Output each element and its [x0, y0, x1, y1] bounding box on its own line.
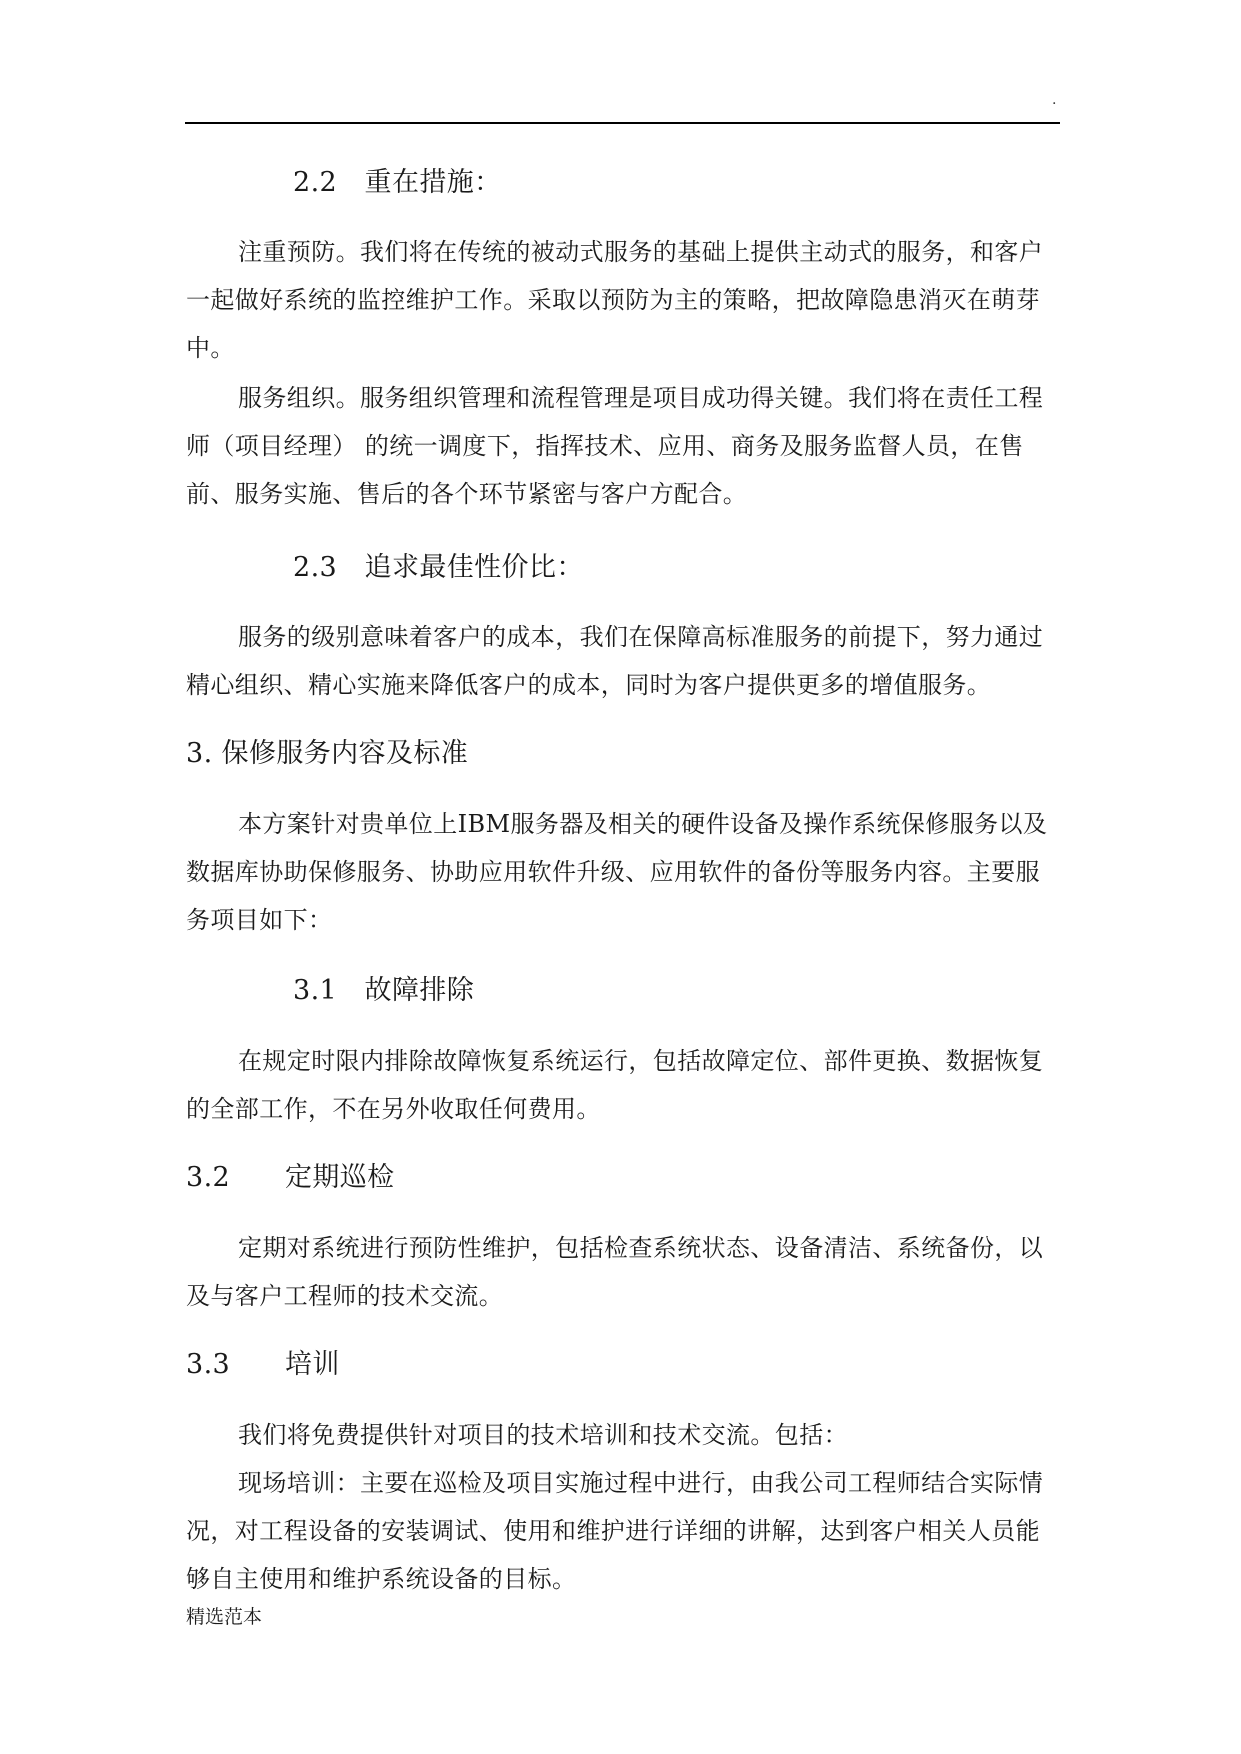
paragraph-line: 务项目如下： — [186, 906, 333, 934]
section-heading-3: 3. 保修服务内容及标准 — [186, 738, 469, 769]
paragraph-line: 服务的级别意味着客户的成本，我们在保障高标准服务的前提下，努力通过 — [238, 623, 1044, 651]
section-heading-3-1: 3.1 故障排除 — [293, 975, 475, 1006]
paragraph-line: 况，对工程设备的安装调试、使用和维护进行详细的讲解，达到客户相关人员能 — [186, 1517, 1040, 1545]
section-heading-3-2: 3.2 定期巡检 — [186, 1162, 395, 1193]
paragraph-line: 一起做好系统的监控维护工作。采取以预防为主的策略，把故障隐患消灭在萌芽 — [186, 286, 1040, 314]
paragraph-line: 够自主使用和维护系统设备的目标。 — [186, 1565, 577, 1593]
section-heading-2-3: 2.3 追求最佳性价比： — [293, 552, 584, 583]
paragraph-line: 中。 — [186, 334, 235, 362]
paragraph-line: 本方案针对贵单位上IBM服务器及相关的硬件设备及操作系统保修服务以及 — [238, 810, 1048, 838]
paragraph-line: 定期对系统进行预防性维护，包括检查系统状态、设备清洁、系统备份，以 — [238, 1234, 1044, 1262]
section-heading-2-2: 2.2 重在措施： — [293, 167, 502, 198]
paragraph-line: 服务组织。服务组织管理和流程管理是项目成功得关键。我们将在责任工程 — [238, 384, 1044, 412]
section-heading-3-3: 3.3 培训 — [186, 1349, 340, 1380]
paragraph-line: 及与客户工程师的技术交流。 — [186, 1282, 504, 1310]
paragraph-line: 在规定时限内排除故障恢复系统运行，包括故障定位、部件更换、数据恢复 — [238, 1047, 1044, 1075]
paragraph-line: 前、服务实施、售后的各个环节紧密与客户方配合。 — [186, 480, 748, 508]
paragraph-line: 数据库协助保修服务、协助应用软件升级、应用软件的备份等服务内容。主要服 — [186, 858, 1040, 886]
paragraph-line: 现场培训：主要在巡检及项目实施过程中进行，由我公司工程师结合实际情 — [238, 1469, 1044, 1497]
header-dot: . — [1052, 92, 1057, 108]
paragraph-line: 注重预防。我们将在传统的被动式服务的基础上提供主动式的服务，和客户 — [238, 238, 1044, 266]
header-rule — [185, 122, 1060, 124]
paragraph-line: 师（项目经理） 的统一调度下，指挥技术、应用、商务及服务监督人员，在售 — [186, 432, 1024, 460]
paragraph-line: 的全部工作，不在另外收取任何费用。 — [186, 1095, 601, 1123]
paragraph-line: 我们将免费提供针对项目的技术培训和技术交流。包括： — [238, 1421, 848, 1449]
paragraph-line: 精心组织、精心实施来降低客户的成本，同时为客户提供更多的增值服务。 — [186, 671, 992, 699]
footer-text: 精选范本 — [186, 1606, 263, 1628]
